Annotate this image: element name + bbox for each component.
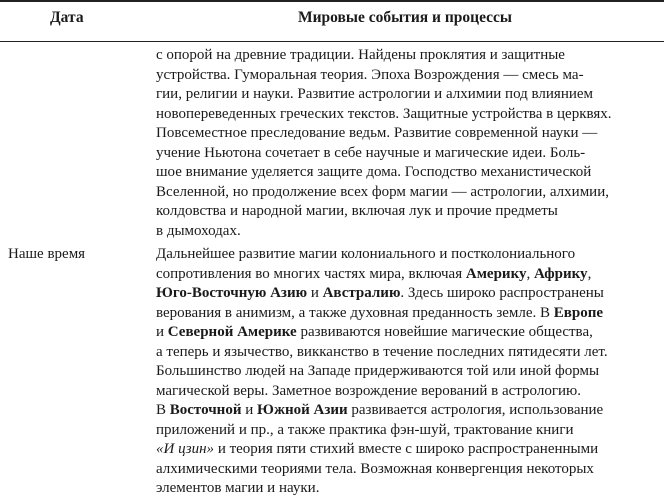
text-line: Дальнейшее развитие магии колониального и постколониального [156, 246, 576, 262]
text-line: В Восточной и Южной Азии развивается астрология, использование [156, 402, 604, 418]
text-line: с опорой на древние традиции. Найдены проклятия и защитные [156, 47, 565, 63]
header-events: Мировые события и процессы [298, 9, 513, 26]
header-rule [0, 41, 664, 42]
text-line: приложений и пр., а также практика фэн-шуй, трактование книги [156, 421, 574, 438]
text-line: Юго-Восточную Азию и Австралию. Здесь широко распространены [156, 285, 604, 301]
text-line: сопротивления во многих частях мира, включая Америку, Африку, [156, 265, 592, 282]
text-line: колдовства и народной магии, включая лук и прочие предметы [156, 203, 558, 219]
text-line: и Северной Америке развиваются новейшие магические общества, [156, 324, 593, 340]
text-line: а теперь и язычество, викканство в течение последних пятидесяти лет. [156, 343, 608, 360]
text-line: Большинство людей на Западе придерживаются той или иной формы [156, 363, 600, 379]
text-line: устройства. Гуморальная теория. Эпоха Возрождения — смесь ма- [156, 66, 584, 83]
text-line: «И цзин» и теория пяти стихий вместе с широко распространенными [156, 441, 599, 457]
header-date: Дата [50, 9, 84, 26]
row2-events-text [156, 245, 662, 499]
text-line: новопереведенных греческих текстов. Защитные устройства в церквях. [156, 105, 612, 122]
text-line: шое внимание уделяется защите дома. Господство механистической [156, 164, 592, 180]
text-line: верования в анимизм, а также духовная преданность земле. В Европе [156, 304, 604, 321]
text-line: алхимическими теориями тела. Возможная конвергенция некоторых [156, 460, 594, 477]
text-line: гии, религии и науки. Развитие астрологии и алхимии под влиянием [156, 86, 594, 102]
text-line: Повсеместное преследование ведьм. Развитие современной науки — [156, 125, 598, 141]
text-line: элементов магии и науки. [156, 480, 320, 496]
text-line: магической веры. Заметное возрождение верований в астрологию. [156, 382, 581, 399]
text-line: Вселенной, но продолжение всех форм магии — астрологии, алхимии, [156, 183, 609, 200]
row2-date: Наше время [8, 246, 86, 262]
text-line: в дымоходах. [156, 222, 241, 239]
text-line: учение Ньютона сочетает в себе научные и магические идеи. Боль- [156, 144, 586, 161]
table-top-rule [0, 0, 664, 2]
row1-events-text [156, 46, 662, 241]
